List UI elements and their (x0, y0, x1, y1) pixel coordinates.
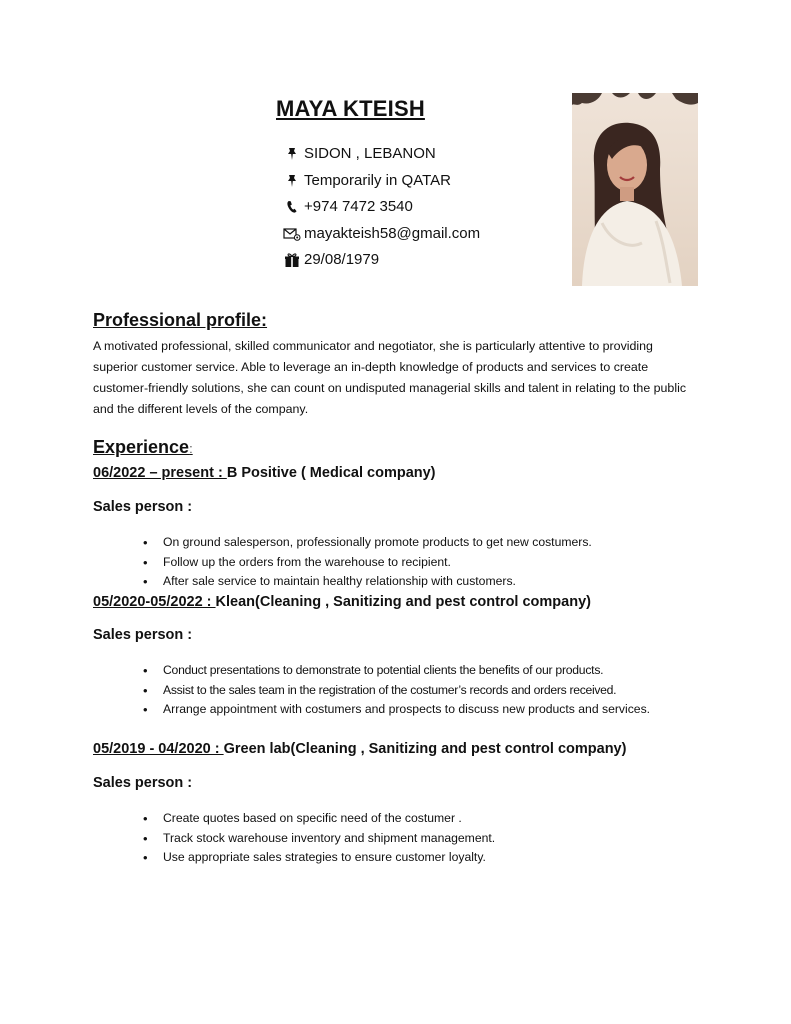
contact-email-text: mayakteish58@gmail.com (304, 224, 481, 242)
job-role: Sales person : (93, 499, 193, 515)
contact-birthdate (283, 247, 480, 274)
profile-text: A motivated professional, skilled communicator and negotiator, she is particularly attentive to providing superior customer service. Able to leverage an in-depth knowledge of products and services to create customer-friendly solutions, she can count on undisputed managerial skills and talent in relating to the public and the different levels of the company. (93, 339, 687, 416)
job-role: Sales person : (93, 775, 193, 791)
list-item: • After sale service to maintain healthy relationship with customers. (143, 572, 703, 592)
experience-heading-suffix: : (189, 441, 193, 456)
email-icon (283, 225, 301, 243)
job-company: Green lab(Cleaning , Sanitizing and pest control company) (223, 741, 627, 757)
list-item: • Conduct presentations to demonstrate to potential clients the benefits of our products. (143, 661, 693, 681)
contact-temporary-location-text: Temporarily in QATAR (304, 171, 451, 189)
job-header (93, 741, 626, 757)
job-duties (143, 809, 703, 868)
job-company: Klean(Cleaning , Sanitizing and pest control company) (215, 594, 591, 610)
list-item: • On ground salesperson, professionally promote products to get new costumers. (143, 533, 703, 553)
job-dates: 05/2020-05/2022 : (93, 594, 216, 610)
list-item: • Follow up the orders from the warehouse to recipient. (143, 553, 703, 573)
gift-icon (283, 251, 301, 269)
list-item: • Assist to the sales team in the registration of the costumer’s records and orders received. (143, 681, 693, 701)
contact-block (283, 141, 480, 274)
experience-heading (93, 437, 193, 458)
profile-heading: Professional profile: (93, 310, 268, 330)
list-item: • Use appropriate sales strategies to ensure customer loyalty. (143, 848, 703, 868)
job-dates: 06/2022 – present : (93, 465, 227, 481)
contact-phone-text: +974 7472 3540 (304, 198, 413, 215)
pushpin-icon (283, 172, 301, 190)
list-item: • Create quotes based on specific need of the costumer . (143, 809, 703, 829)
contact-email (283, 221, 480, 248)
contact-location (283, 141, 480, 168)
candidate-name: MAYA KTEISH (276, 96, 425, 121)
job-header (93, 594, 591, 610)
profile-photo (572, 93, 698, 286)
phone-icon (283, 198, 301, 216)
job-dates: 05/2019 - 04/2020 : (93, 741, 224, 757)
list-item: • Track stock warehouse inventory and shipment management. (143, 829, 703, 849)
experience-heading-text: Experience (93, 437, 190, 457)
contact-birthdate-text: 29/08/1979 (304, 251, 380, 268)
pushpin-icon (283, 145, 301, 163)
contact-location-text: SIDON , LEBANON (304, 145, 436, 162)
job-company: B Positive ( Medical company) (226, 465, 436, 481)
job-duties (143, 661, 693, 720)
contact-temporary-location (283, 168, 480, 195)
job-duties (143, 533, 703, 592)
job-role: Sales person : (93, 627, 193, 643)
job-header (93, 465, 436, 481)
contact-phone (283, 194, 480, 221)
list-item: • Arrange appointment with costumers and prospects to discuss new products and services. (143, 700, 653, 720)
